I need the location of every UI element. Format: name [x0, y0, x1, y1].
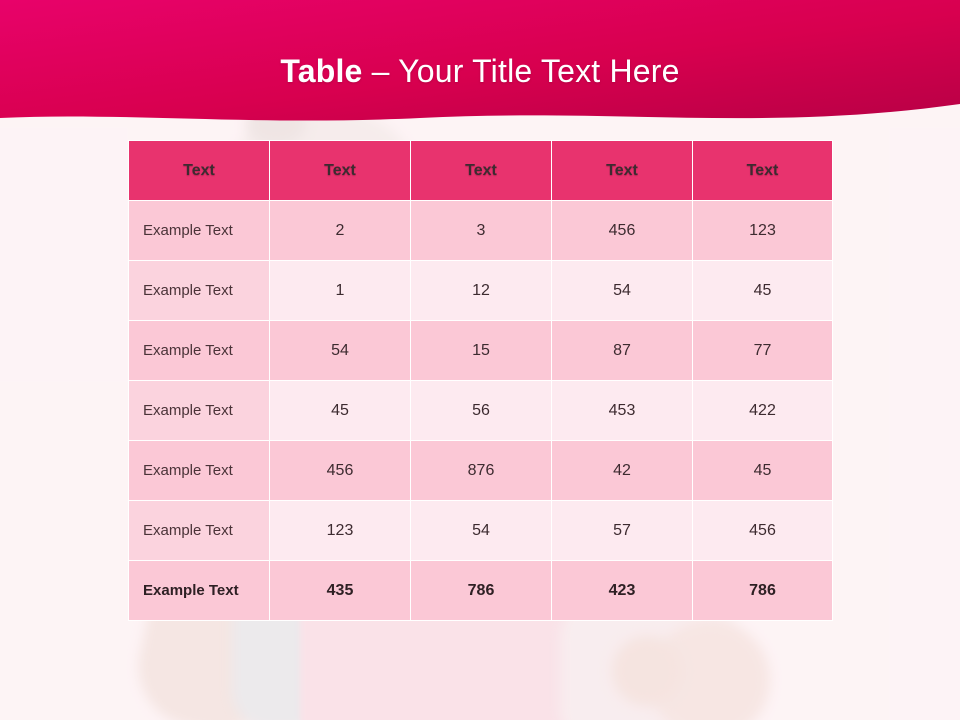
- cell: 54: [270, 321, 411, 381]
- row-label: Example Text: [129, 501, 270, 561]
- table-row[interactable]: [129, 501, 833, 561]
- cell: 3: [411, 201, 552, 261]
- row-label: Example Text: [129, 261, 270, 321]
- cell: 422: [693, 381, 833, 441]
- cell: 42: [552, 441, 693, 501]
- cell: 786: [693, 561, 833, 621]
- page-title-strong: Table: [280, 53, 363, 89]
- data-table: [128, 140, 833, 621]
- table-row[interactable]: [129, 381, 833, 441]
- table-row[interactable]: [129, 201, 833, 261]
- cell: 456: [693, 501, 833, 561]
- cell: 54: [411, 501, 552, 561]
- cell: 12: [411, 261, 552, 321]
- cell: 54: [552, 261, 693, 321]
- column-header-2[interactable]: Text: [411, 141, 552, 201]
- cell: 456: [552, 201, 693, 261]
- column-header-0[interactable]: Text: [129, 141, 270, 201]
- cell: 423: [552, 561, 693, 621]
- table-row-total[interactable]: [129, 561, 833, 621]
- page-title: [0, 52, 960, 90]
- row-label: Example Text: [129, 441, 270, 501]
- column-header-3[interactable]: Text: [552, 141, 693, 201]
- cell: 1: [270, 261, 411, 321]
- column-header-1[interactable]: Text: [270, 141, 411, 201]
- cell: 2: [270, 201, 411, 261]
- cell: 786: [411, 561, 552, 621]
- cell: 45: [693, 441, 833, 501]
- page-title-light: Your Title Text Here: [398, 53, 680, 89]
- table-container: [128, 140, 832, 621]
- cell: 45: [693, 261, 833, 321]
- column-header-4[interactable]: Text: [693, 141, 833, 201]
- cell: 876: [411, 441, 552, 501]
- cell: 435: [270, 561, 411, 621]
- page-title-separator: –: [362, 53, 399, 89]
- row-label: Example Text: [129, 561, 270, 621]
- cell: 56: [411, 381, 552, 441]
- table-body: [129, 201, 833, 621]
- cell: 45: [270, 381, 411, 441]
- cell: 77: [693, 321, 833, 381]
- table-row[interactable]: [129, 261, 833, 321]
- row-label: Example Text: [129, 201, 270, 261]
- table-header-row: [129, 141, 833, 201]
- header-banner: [0, 0, 960, 140]
- cell: 15: [411, 321, 552, 381]
- cell: 453: [552, 381, 693, 441]
- cell: 456: [270, 441, 411, 501]
- cell: 123: [693, 201, 833, 261]
- cell: 87: [552, 321, 693, 381]
- cell: 123: [270, 501, 411, 561]
- row-label: Example Text: [129, 321, 270, 381]
- table-header: [129, 141, 833, 201]
- table-row[interactable]: [129, 441, 833, 501]
- cell: 57: [552, 501, 693, 561]
- row-label: Example Text: [129, 381, 270, 441]
- table-row[interactable]: [129, 321, 833, 381]
